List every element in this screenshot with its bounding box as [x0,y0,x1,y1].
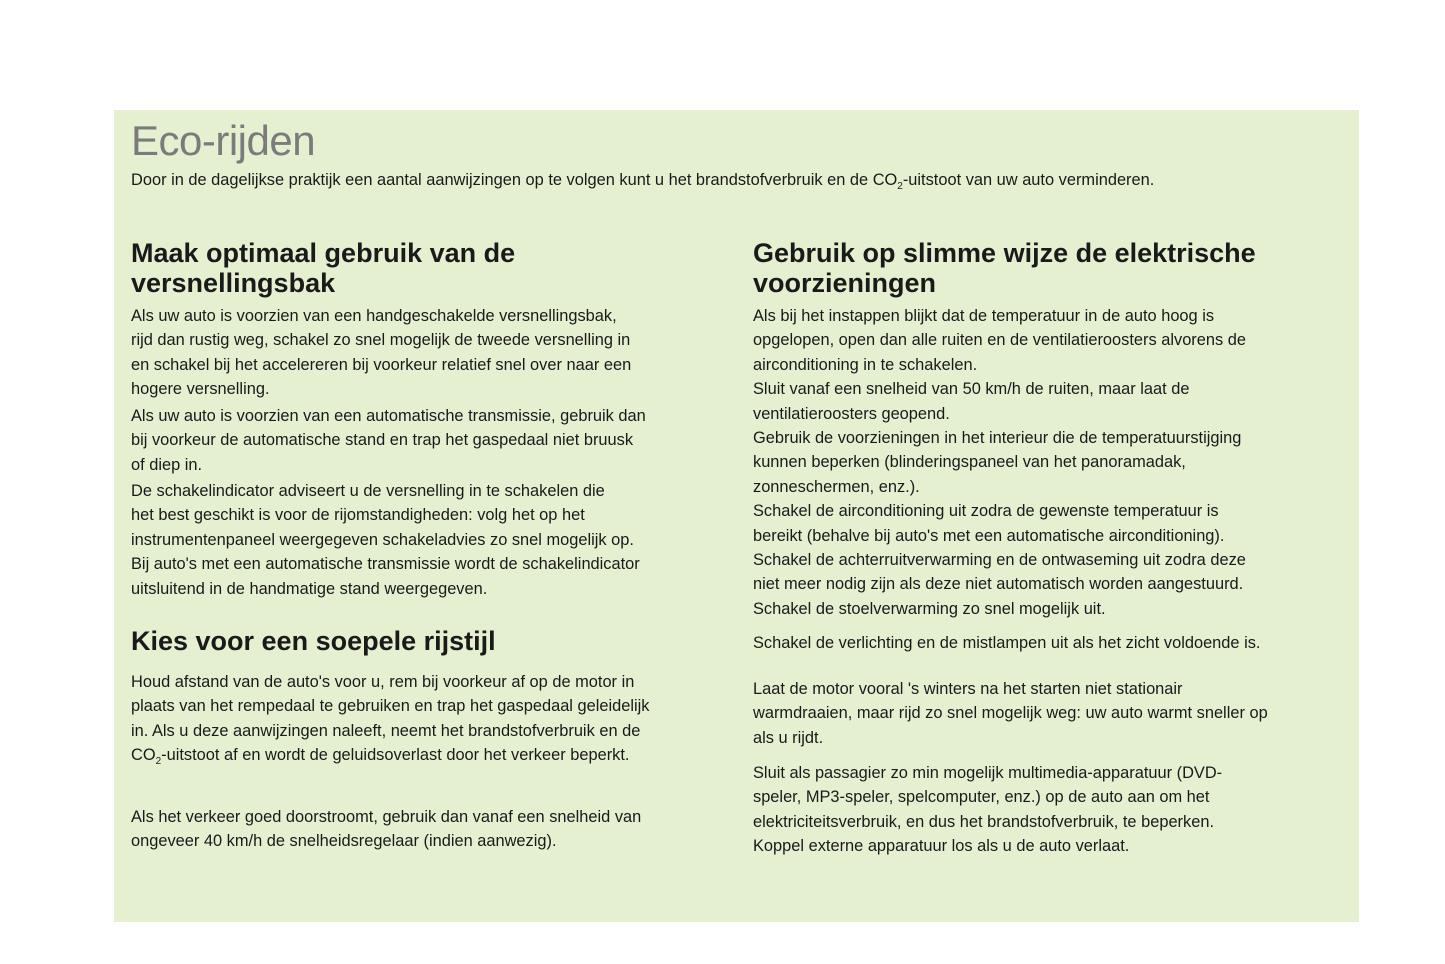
text-line: Schakel de verlichting en de mistlampen uit als het zicht voldoende is. [753,634,1261,652]
text-line: Bij auto's met een automatische transmissie wordt de schakelindicator [131,555,640,574]
paragraph-cruise-control [131,805,731,854]
text-line: uitsluitend in de handmatige stand weergegeven. [131,579,488,598]
subscript-2: 2 [155,756,162,768]
text-line: het best geschikt is voor de rijomstandigheden: volg het op het [131,506,585,525]
text-line: ongeveer 40 km/h de snelheidsregelaar (indien aanwezig). [131,832,557,851]
text-line: in. Als u deze aanwijzingen naleeft, neemt het brandstofverbruik en de [131,721,641,740]
text-line: en schakel bij het accelereren bij voorkeur relatief snel over naar een [131,355,632,374]
text-line: instrumentenpaneel weergegeven schakeladvies zo snel mogelijk op. [131,530,634,549]
text-line: ventilatieroosters geopend. [753,404,950,423]
text-line: plaats van het rempedaal te gebruiken en trap het gaspedaal geleidelijk [131,697,650,716]
text-line: niet meer nodig zijn als deze niet automatisch worden aangestuurd. [753,575,1244,594]
section-heading-driving-style: Kies voor een soepele rijstijl [131,626,496,656]
text-line: Als bij het instappen blijkt dat de temperatuur in de auto hoog is [753,307,1215,325]
text-line: Houd afstand van de auto's voor u, rem bij voorkeur af op de motor in [131,673,635,691]
heading-line: versnellingsbak [131,268,336,298]
text-line: opgelopen, open dan alle ruiten en de ventilatieroosters alvorens de [753,331,1246,350]
section-heading-gearbox [131,238,731,298]
text-line: Schakel de achterruitverwarming en de ontwaseming uit zodra deze [753,551,1246,570]
paragraph-climate-tips [753,304,1353,621]
subscript-2: 2 [897,181,903,192]
text-line: als u rijdt. [753,728,824,747]
section-heading-electrical [753,238,1353,298]
text-line: rijd dan rustig weg, schakel zo snel mogelijk de tweede versnelling in [131,331,631,350]
text-line: Als uw auto is voorzien van een handgeschakelde versnellingsbak, [131,307,617,325]
text-line: hogere versnelling. [131,380,270,399]
heading-line: Maak optimaal gebruik van de [131,238,516,268]
text-line: Laat de motor vooral 's winters na het starten niet stationair [753,680,1183,698]
text-line: Schakel de stoelverwarming zo snel mogelijk uit. [753,599,1106,618]
text-line: speler, MP3-speler, spelcomputer, enz.) op de auto aan om het [753,788,1210,807]
text-line: zonneschermen, enz.). [753,477,920,496]
text-line: -uitstoot af en wordt de geluidsoverlast door het verkeer beperkt. [161,746,630,765]
text-line: bij voorkeur de automatische stand en trap het gaspedaal niet bruusk [131,431,634,450]
paragraph-shift-indicator [131,479,731,601]
text-line: Als uw auto is voorzien van een automatische transmissie, gebruik dan [131,407,646,425]
text-line: airconditioning in te schakelen. [753,355,978,374]
paragraph-automatic-transmission [131,404,731,477]
text-line: kunnen beperken (blinderingspaneel van het panoramadak, [753,453,1186,472]
text-line: of diep in. [131,455,203,474]
text-line: De schakelindicator adviseert u de versnelling in te schakelen die [131,482,605,500]
text-line: Gebruik de voorzieningen in het interieur die de temperatuurstijging [753,429,1242,448]
paragraph-multimedia [753,761,1353,859]
intro-text-part: Door in de dagelijkse praktijk een aantal aanwijzingen op te volgen kunt u het brandstofverbruik en de CO [131,171,898,189]
intro-text [131,169,1154,191]
heading-line: Gebruik op slimme wijze de elektrische [753,238,1256,268]
text-line: Sluit als passagier zo min mogelijk multimedia-apparatuur (DVD- [753,764,1223,782]
text-line: elektriciteitsverbruik, en dus het brandstofverbruik, te beperken. [753,812,1214,831]
text-line: Koppel externe apparatuur los als u de auto verlaat. [753,837,1130,856]
page-title: Eco-rijden [131,117,316,164]
paragraph-engine-warmup [753,677,1353,750]
text-line: Schakel de airconditioning uit zodra de gewenste temperatuur is [753,502,1219,521]
text-line: warmdraaien, maar rijd zo snel mogelijk weg: uw auto warmt sneller op [753,704,1268,723]
paragraph-manual-gearbox [131,304,731,402]
text-line: Sluit vanaf een snelheid van 50 km/h de ruiten, maar laat de [753,380,1190,399]
text-line: CO [131,746,156,765]
paragraph-smooth-driving [131,670,731,768]
text-line: Als het verkeer goed doorstroomt, gebruik dan vanaf een snelheid van [131,808,642,826]
intro-text-part: -uitstoot van uw auto verminderen. [902,171,1155,189]
heading-line: voorzieningen [753,268,937,298]
text-line: bereikt (behalve bij auto's met een automatische airconditioning). [753,526,1225,545]
paragraph-lighting [753,631,1353,655]
